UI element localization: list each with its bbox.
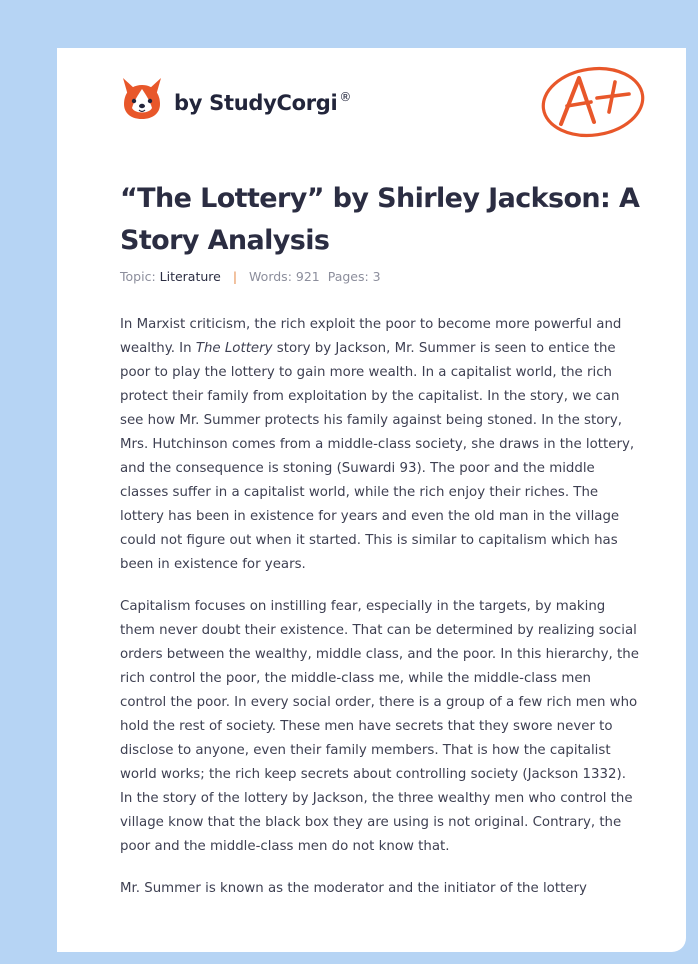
registered-mark: ®: [339, 89, 352, 104]
brand-logo[interactable]: [121, 75, 351, 121]
page-count: Pages: 3: [327, 269, 381, 284]
article-meta: [120, 269, 381, 284]
a-plus-grade-icon: [539, 60, 649, 140]
page-title: “The Lottery” by Shirley Jackson: A Story Analysis: [120, 183, 640, 256]
word-count: Words: 921: [249, 269, 320, 284]
brand-name: by StudyCorgi ®: [174, 89, 352, 115]
document-page: [57, 48, 686, 952]
corgi-logo-icon: [121, 75, 163, 121]
paragraph: Mr. Summer is known as the moderator and the initiator of the lottery: [120, 881, 587, 896]
paragraph: In Marxist criticism, the rich exploit the poor to become more powerful and wealthy. In The Lottery story by Jackson, Mr. Summer is seen to entice the poor to play the lottery to gain more wealth. In a capitalist world, the rich protect their family from exploitation by the capitalist. In the story, we can see how Mr. Summer protects his family against being stoned. In the story, Mrs. Hutchinson comes from a middle-class society, she draws in the lottery, and the consequence is stoning (Suwardi 93). The poor and the middle classes suffer in a capitalist world, while the rich enjoy their riches. The lottery has been in existence for years and even the old man in the village could not figure out when it started. This is similar to capitalism which has been in existence for years.: [120, 317, 635, 572]
topic-label: Topic:: [120, 269, 156, 284]
meta-separator: |: [232, 269, 238, 284]
book-title-italic: The Lottery: [195, 341, 273, 356]
article-body: [120, 313, 640, 919]
paragraph: Capitalism focuses on instilling fear, especially in the targets, by making them never doubt their existence. That can be determined by realizing social orders between the wealthy, middle class, and the poor. In this hierarchy, the rich control the poor, the middle-class me, while the middle-class men control the poor. In every social order, there is a group of a few rich men who hold the rest of society. These men have secrets that they swore never to disclose to anyone, even their family members. That is how the capitalist world works; the rich keep secrets about controlling society (Jackson 1332). In the story of the lottery by Jackson, the three wealthy men who control the village know that the black box they are using is not original. Contrary, the poor and the middle-class men do not know that.: [120, 599, 639, 854]
topic-link[interactable]: Literature: [159, 269, 221, 284]
